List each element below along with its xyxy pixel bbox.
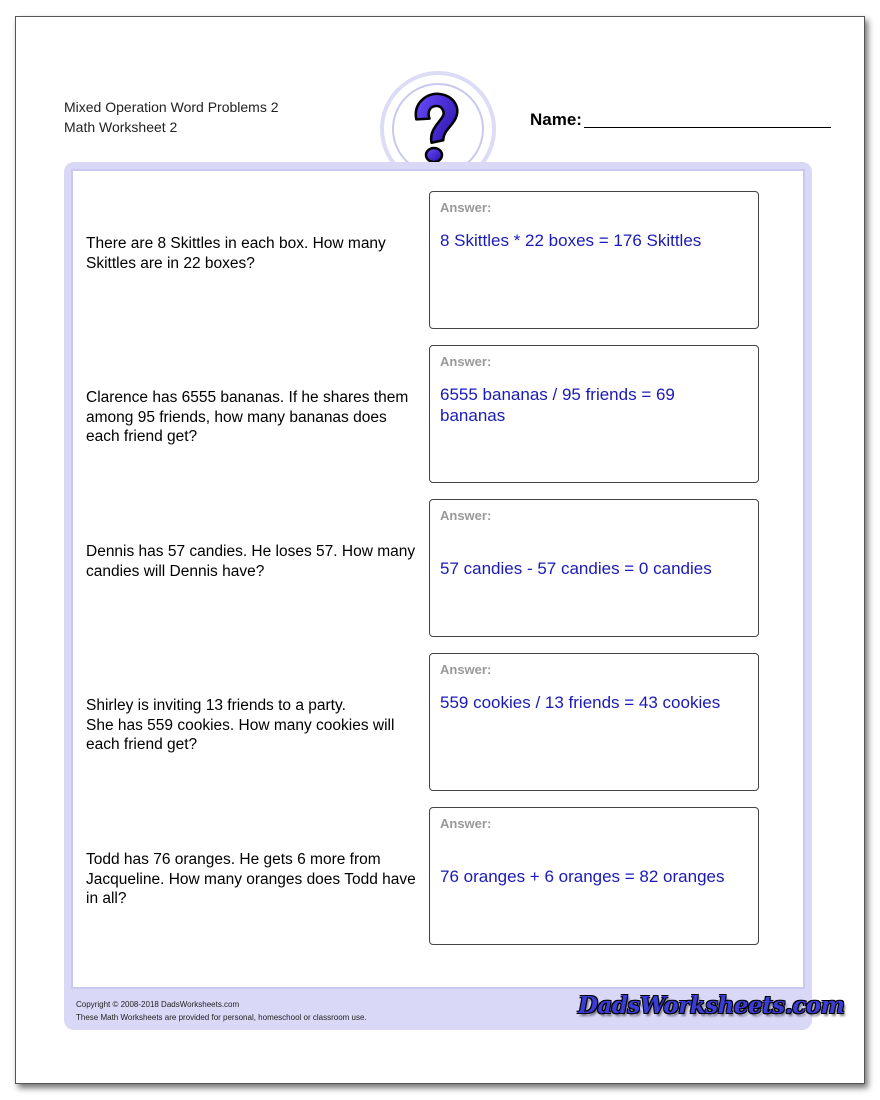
question-2: Clarence has 6555 bananas. If he shares them among 95 friends, how many bananas does each friend get?: [86, 389, 409, 445]
answer-label: Answer:: [440, 662, 492, 677]
answer-text-5: 76 oranges + 6 oranges = 82 oranges: [440, 867, 725, 886]
answer-box-2[interactable]: [429, 345, 759, 483]
question-5: Todd has 76 oranges. He gets 6 more from Jacqueline. How many oranges does Todd have in all?: [86, 851, 416, 907]
answer-text-4: 559 cookies / 13 friends = 43 cookies: [440, 693, 721, 712]
answer-text-2: 6555 bananas / 95 friends = 69 bananas: [440, 385, 675, 425]
name-label: Name:: [530, 110, 582, 129]
answer-text-1: 8 Skittles * 22 boxes = 176 Skittles: [440, 231, 702, 250]
question-4: Shirley is inviting 13 friends to a party. She has 559 cookies. How many cookies will each friend get?: [86, 697, 395, 753]
title-line-2: Math Worksheet 2: [64, 119, 178, 135]
answer-box-1[interactable]: [429, 191, 759, 329]
brand-logo: DadsWorksheets.com: [578, 992, 845, 1019]
answer-text-3: 57 candies - 57 candies = 0 candies: [440, 559, 712, 578]
worksheet-title: [64, 97, 279, 137]
question-1: There are 8 Skittles in each box. How many Skittles are in 22 boxes?: [86, 235, 386, 272]
copyright-line: Copyright © 2008-2018 DadsWorksheets.com: [76, 1000, 240, 1009]
name-input-line[interactable]: [584, 127, 831, 128]
answer-box-4[interactable]: [429, 653, 759, 791]
usage-notice: These Math Worksheets are provided for personal, homeschool or classroom use.: [76, 1013, 367, 1022]
question-3: Dennis has 57 candies. He loses 57. How many candies will Dennis have?: [86, 543, 416, 580]
footer-copyright: [76, 998, 367, 1024]
answer-box-5[interactable]: [429, 807, 759, 945]
answer-box-3[interactable]: [429, 499, 759, 637]
answer-label: Answer:: [440, 508, 492, 523]
answer-label: Answer:: [440, 354, 492, 369]
answer-label: Answer:: [440, 816, 492, 831]
title-line-1: Mixed Operation Word Problems 2: [64, 99, 279, 115]
answer-label: Answer:: [440, 200, 492, 215]
